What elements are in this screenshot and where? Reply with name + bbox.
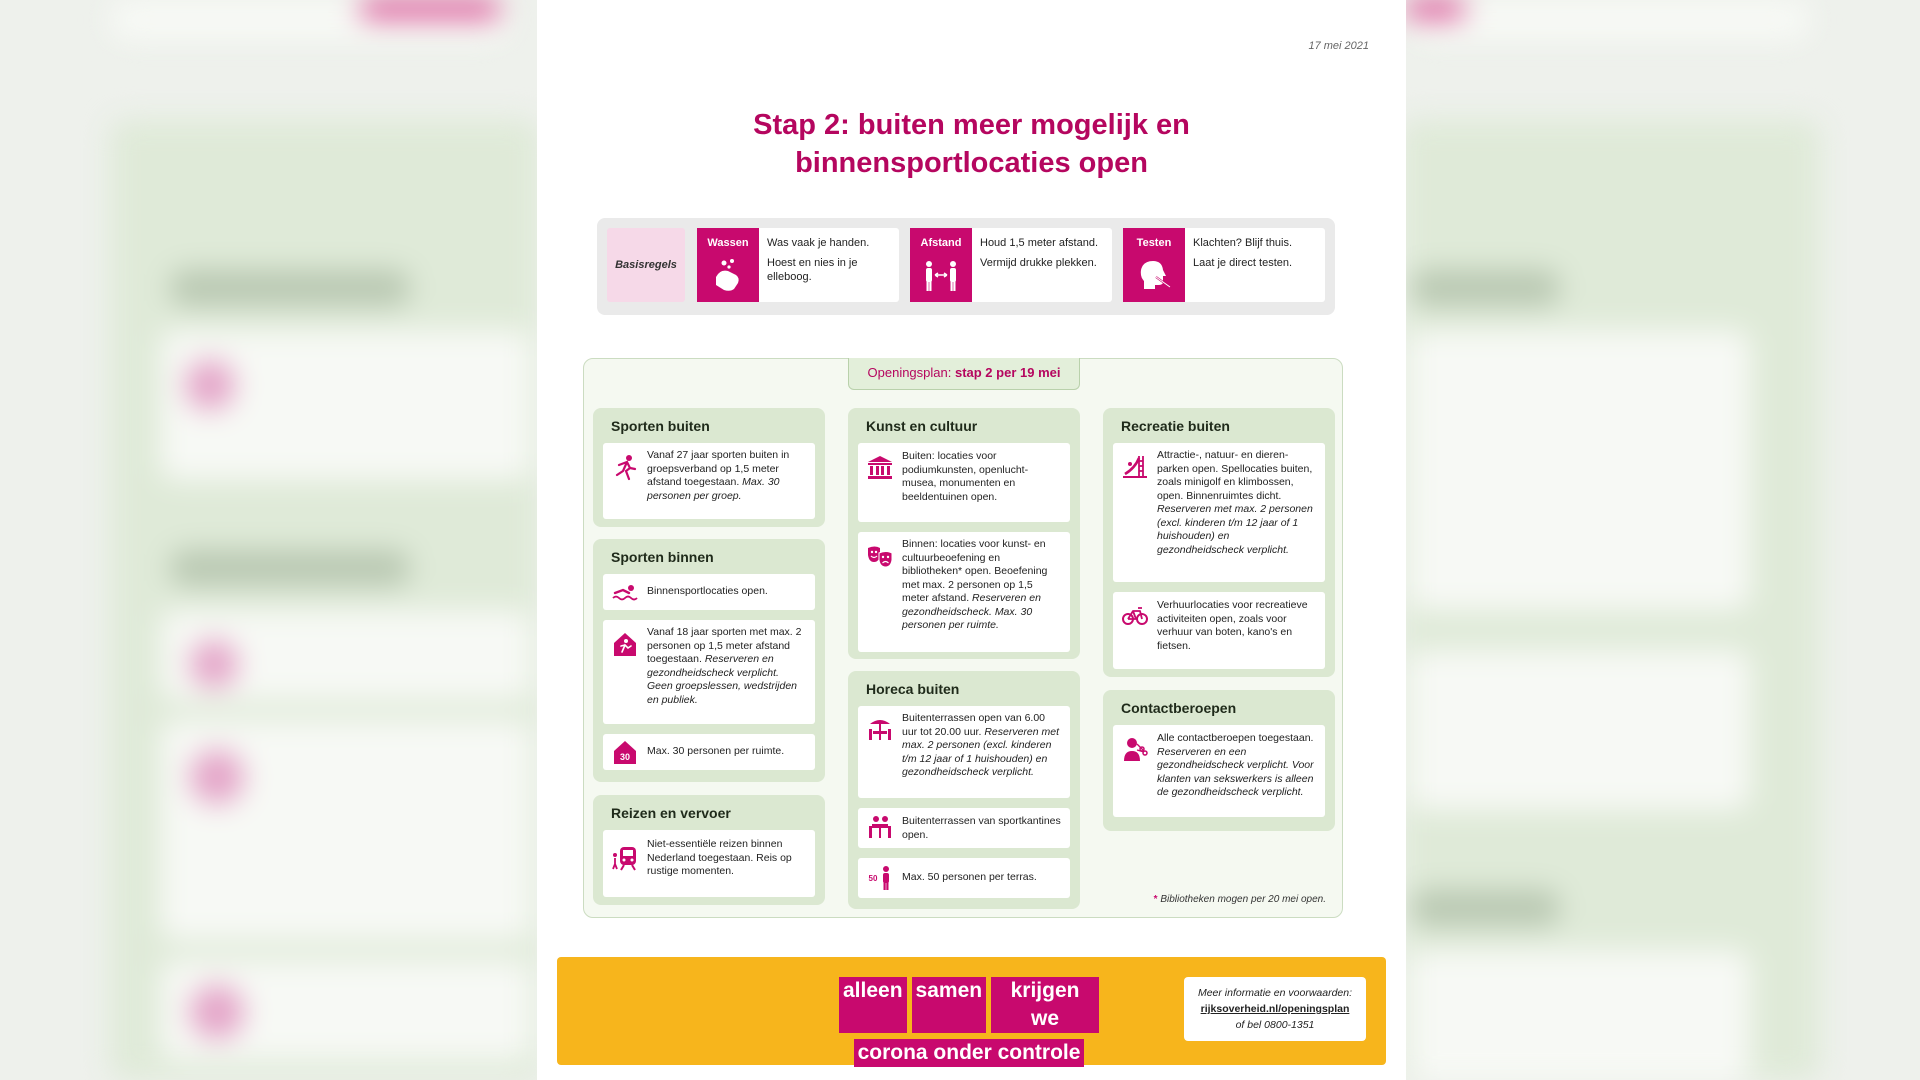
train-icon — [611, 844, 639, 872]
indoor-sport-icon — [611, 630, 639, 658]
list-item — [1113, 725, 1325, 817]
distance-icon — [921, 255, 961, 295]
section-sporten-binnen — [593, 539, 825, 782]
card-text: Binnen: locaties voor kunst- en cultuurbeoefening en bibliotheken* open. Beoefening met max. 2 personen op 1,5 meter afstand. Reserveren en gezondheidscheck. Max. 30 personen per ruimte. — [902, 538, 1048, 631]
section-title: Kunst en cultuur — [866, 418, 978, 434]
slogan-word: alleen — [839, 977, 907, 1033]
section-title: Contactberoepen — [1121, 700, 1237, 716]
section-title: Horeca buiten — [866, 681, 960, 697]
card-text: Vanaf 18 jaar sporten met max. 2 personen op 1,5 meter afstand toegestaan. Reserveren en gezondheidscheck verplicht. Geen groepslessen, wedstrijden en publiek. — [647, 626, 802, 706]
list-item — [603, 620, 815, 724]
list-item — [1113, 592, 1325, 669]
section-title: Sporten binnen — [611, 549, 714, 565]
outdoor-sport-icon — [611, 453, 639, 481]
rule-wassen — [697, 228, 899, 302]
list-item — [603, 574, 815, 610]
terrace-icon — [866, 716, 894, 744]
page-title — [537, 106, 1406, 182]
max-30-icon-text: 30 — [619, 752, 631, 762]
card-text: Niet-essentiële reizen binnen Nederland toegestaan. Reis op rustige momenten. — [647, 838, 792, 877]
museum-icon — [866, 453, 894, 481]
rule-text: Houd 1,5 meter afstand. Vermijd drukke plekken. — [980, 237, 1099, 269]
card-text: Max. 30 personen per ruimte. — [647, 745, 785, 757]
card-text: Vanaf 27 jaar sporten buiten in groepsverband op 1,5 meter afstand toegestaan. Max. 30 personen per groep. — [647, 449, 790, 502]
list-item — [858, 858, 1070, 898]
section-recreatie — [1103, 408, 1335, 677]
card-text: Verhuurlocaties voor recreatieve activiteiten open, zoals voor verhuur van boten, kano's en fietsen. — [1157, 599, 1308, 652]
max-30-icon — [611, 738, 639, 766]
list-item — [603, 830, 815, 897]
rule-text: Was vaak je handen. Hoest en nies in je elleboog. — [767, 237, 870, 283]
rule-text: Klachten? Blijf thuis. Laat je direct testen. — [1193, 237, 1293, 269]
title-line-2: binnensportlocaties open — [795, 147, 1148, 179]
max-50-icon-text: 50 — [868, 874, 878, 883]
info-link[interactable]: rijksoverheid.nl/openingsplan — [1200, 1003, 1350, 1015]
list-item — [858, 706, 1070, 798]
section-title: Reizen en vervoer — [611, 805, 731, 821]
list-item — [1113, 443, 1325, 582]
openingsplan-panel — [583, 358, 1343, 918]
slogan-row-2 — [839, 1039, 1099, 1067]
list-item — [603, 443, 815, 519]
footnote: * Bibliotheken mogen per 20 mei open. — [1153, 894, 1326, 905]
rule-tag: Wassen — [697, 228, 759, 302]
section-horeca — [848, 671, 1080, 909]
slogan-word: corona onder controle — [854, 1039, 1085, 1067]
slogan-word: krijgen we — [991, 977, 1099, 1033]
rule-tag: Testen — [1123, 228, 1185, 302]
info-line-3: of bel 0800-1351 — [1235, 1019, 1315, 1031]
card-text: Buitenterrassen van sportkantines open. — [902, 815, 1061, 841]
slogan — [839, 977, 1099, 1073]
list-item — [858, 532, 1070, 652]
basisregels-strip — [597, 218, 1335, 315]
list-item — [858, 808, 1070, 848]
list-item — [858, 443, 1070, 522]
card-text: Max. 50 personen per terras. — [902, 871, 1037, 883]
slide-icon — [1121, 453, 1149, 481]
section-title: Sporten buiten — [611, 418, 710, 434]
card-text: Attractie-, natuur- en dieren-parken open. Spellocaties buiten, zoals minigolf en klimbossen, open. Binnenruimtes dicht. Reserveren met max. 2 personen (excl. kinderen t/m 12 jaar of 1 huishouden) en gezondheidscheck verplicht. — [1157, 449, 1313, 556]
campaign-banner — [557, 957, 1386, 1065]
section-title: Recreatie buiten — [1121, 418, 1230, 434]
poster — [537, 0, 1406, 1080]
section-reizen — [593, 795, 825, 905]
swimmer-icon — [611, 578, 639, 606]
theater-masks-icon — [866, 542, 894, 570]
rule-testen — [1123, 228, 1325, 302]
basisregels-label: Basisregels — [607, 228, 685, 302]
info-line-1: Meer informatie en voorwaarden: — [1197, 987, 1353, 999]
info-box — [1184, 977, 1366, 1041]
rule-afstand — [910, 228, 1112, 302]
section-sporten-buiten — [593, 408, 825, 527]
hand-wash-icon — [708, 255, 748, 295]
max-50-icon — [866, 864, 894, 892]
section-kunst — [848, 408, 1080, 659]
date-label: 17 mei 2021 — [1308, 40, 1369, 52]
bicycle-icon — [1121, 602, 1149, 630]
list-item — [603, 734, 815, 770]
rule-tag: Afstand — [910, 228, 972, 302]
hairdresser-icon — [1121, 735, 1149, 763]
openingsplan-tab: Openingsplan: stap 2 per 19 mei — [848, 358, 1080, 390]
card-text: Binnensportlocaties open. — [647, 585, 768, 597]
card-text: Alle contactberoepen toegestaan. Reserveren en een gezondheidscheck verplicht. Voor klanten van sekswerkers is alleen de gezondheidscheck verplicht. — [1157, 732, 1314, 798]
slogan-word: samen — [912, 977, 987, 1033]
section-contactberoepen — [1103, 690, 1335, 831]
sport-canteen-icon — [866, 814, 894, 842]
slogan-row-1 — [839, 977, 1099, 1033]
card-text: Buiten: locaties voor podiumkunsten, openlucht-musea, monumenten en beeldentuinen open. — [902, 450, 1029, 503]
card-text: Buitenterrassen open van 6.00 uur tot 20.00 uur. Reserveren met max. 2 personen (excl. kinderen t/m 12 jaar of 1 huishouden) en gezondheidscheck verplicht. — [902, 712, 1060, 778]
title-line-1: Stap 2: buiten meer mogelijk en — [753, 109, 1190, 141]
test-swab-icon — [1134, 255, 1174, 295]
